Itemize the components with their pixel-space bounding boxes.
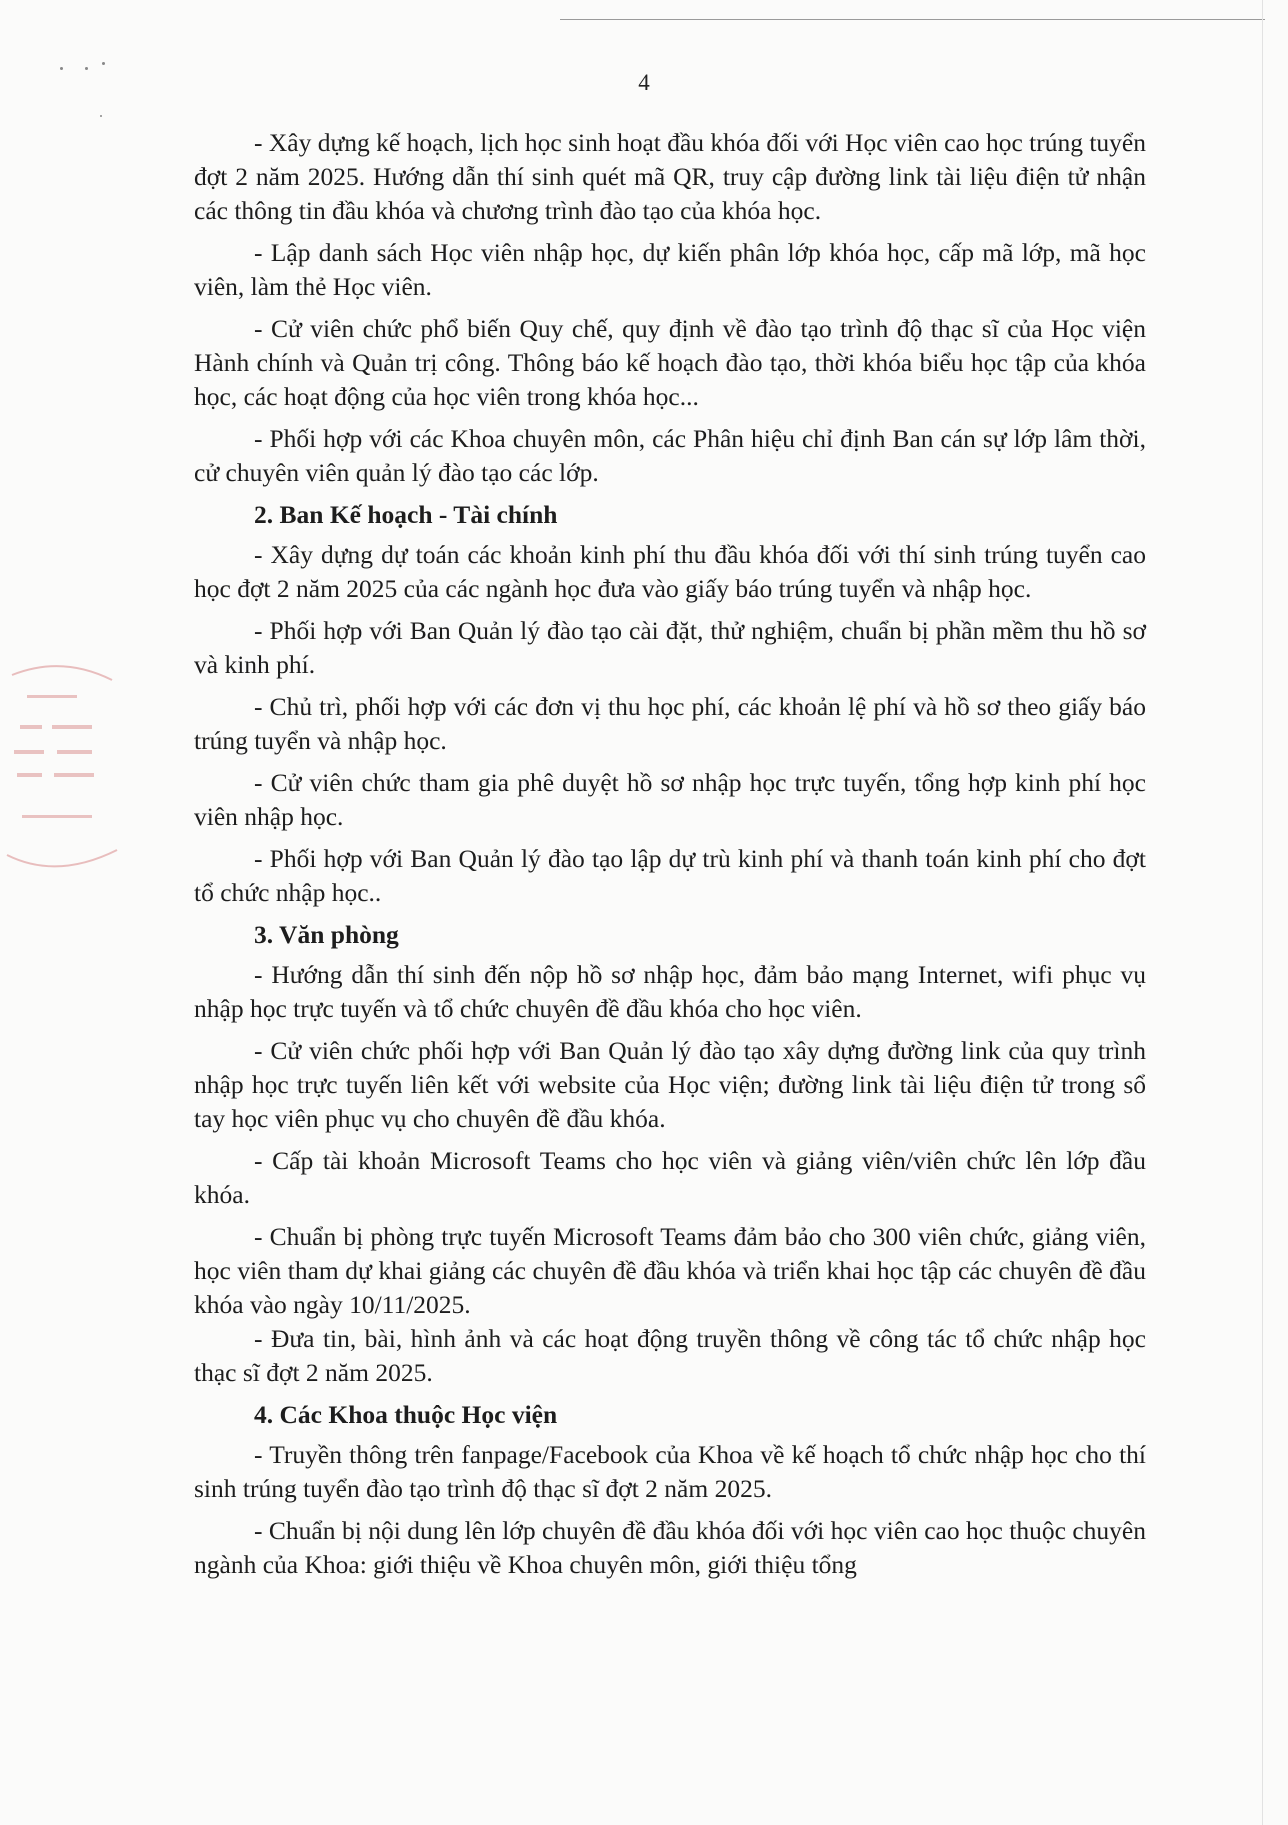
section-heading: 2. Ban Kế hoạch - Tài chính	[254, 500, 558, 529]
section-training-management	[194, 126, 1146, 490]
paragraph: - Cử viên chức phối hợp với Ban Quản lý đào tạo xây dựng đường link của quy trình nhập học trực tuyến liên kết với website của Học viện; đường link tài liệu điện tử trong sổ tay học viên phục vụ cho chuyên đề đầu khóa.	[194, 1036, 1146, 1133]
paragraph: - Phối hợp với Ban Quản lý đào tạo cài đặt, thử nghiệm, chuẩn bị phần mềm thu hồ sơ và kinh phí.	[194, 616, 1146, 679]
paragraph: - Chuẩn bị nội dung lên lớp chuyên đề đầu khóa đối với học viên cao học thuộc chuyên ngành của Khoa: giới thiệu về Khoa chuyên môn, giới thiệu tổng	[194, 1516, 1146, 1579]
section-heading: 3. Văn phòng	[254, 920, 399, 949]
paragraph: - Cử viên chức phổ biến Quy chế, quy định về đào tạo trình độ thạc sĩ của Học viện Hành chính và Quản trị công. Thông báo kế hoạch đào tạo, thời khóa biểu học tập của khóa học, các hoạt động của học viên trong khóa học...	[194, 314, 1146, 411]
paragraph: - Hướng dẫn thí sinh đến nộp hồ sơ nhập học, đảm bảo mạng Internet, wifi phục vụ nhập học trực tuyến và tổ chức chuyên đề đầu khóa cho học viên.	[194, 960, 1146, 1023]
paragraph: - Truyền thông trên fanpage/Facebook của Khoa về kế hoạch tổ chức nhập học cho thí sinh trúng tuyển đào tạo trình độ thạc sĩ đợt 2 năm 2025.	[194, 1440, 1146, 1503]
paragraph: - Cử viên chức tham gia phê duyệt hồ sơ nhập học trực tuyến, tổng hợp kinh phí học viên nhập học.	[194, 768, 1146, 831]
section-office	[194, 918, 1146, 1390]
scan-speck	[100, 115, 102, 117]
paragraph: - Phối hợp với các Khoa chuyên môn, các Phân hiệu chỉ định Ban cán sự lớp lâm thời, cử chuyên viên quản lý đào tạo các lớp.	[194, 424, 1146, 487]
section-heading: 4. Các Khoa thuộc Học viện	[254, 1400, 558, 1429]
top-rule	[560, 19, 1265, 20]
paragraph: - Xây dựng kế hoạch, lịch học sinh hoạt đầu khóa đối với Học viên cao học trúng tuyển đợt 2 năm 2025. Hướng dẫn thí sinh quét mã QR, truy cập đường link tài liệu điện tử nhận các thông tin đầu khóa và chương trình đào tạo của khóa học.	[194, 128, 1146, 225]
paragraph: - Lập danh sách Học viên nhập học, dự kiến phân lớp khóa học, cấp mã lớp, mã học viên, làm thẻ Học viên.	[194, 238, 1146, 301]
scan-edge	[1262, 0, 1263, 1825]
section-faculties	[194, 1398, 1146, 1582]
paragraph: - Chuẩn bị phòng trực tuyến Microsoft Teams đảm bảo cho 300 viên chức, giảng viên, học viên tham dự khai giảng các chuyên đề đầu khóa và triển khai học tập các chuyên đề đầu khóa vào ngày 10/11/2025.	[194, 1222, 1146, 1319]
paragraph: - Cấp tài khoản Microsoft Teams cho học viên và giảng viên/viên chức lên lớp đầu khóa.	[194, 1146, 1146, 1209]
scan-speck	[102, 62, 105, 65]
page-number: 4	[638, 70, 650, 95]
paragraph: - Chủ trì, phối hợp với các đơn vị thu học phí, các khoản lệ phí và hồ sơ theo giấy báo trúng tuyển và nhập học.	[194, 692, 1146, 755]
section-planning-finance	[194, 498, 1146, 910]
paragraph: - Đưa tin, bài, hình ảnh và các hoạt động truyền thông về công tác tổ chức nhập học thạc sĩ đợt 2 năm 2025.	[194, 1324, 1146, 1387]
document-body	[194, 126, 1146, 1590]
faded-stamp	[2, 655, 122, 875]
paragraph: - Xây dựng dự toán các khoản kinh phí thu đầu khóa đối với thí sinh trúng tuyển cao học đợt 2 năm 2025 của các ngành học đưa vào giấy báo trúng tuyển và nhập học.	[194, 540, 1146, 603]
paragraph: - Phối hợp với Ban Quản lý đào tạo lập dự trù kinh phí và thanh toán kinh phí cho đợt tổ chức nhập học..	[194, 844, 1146, 907]
